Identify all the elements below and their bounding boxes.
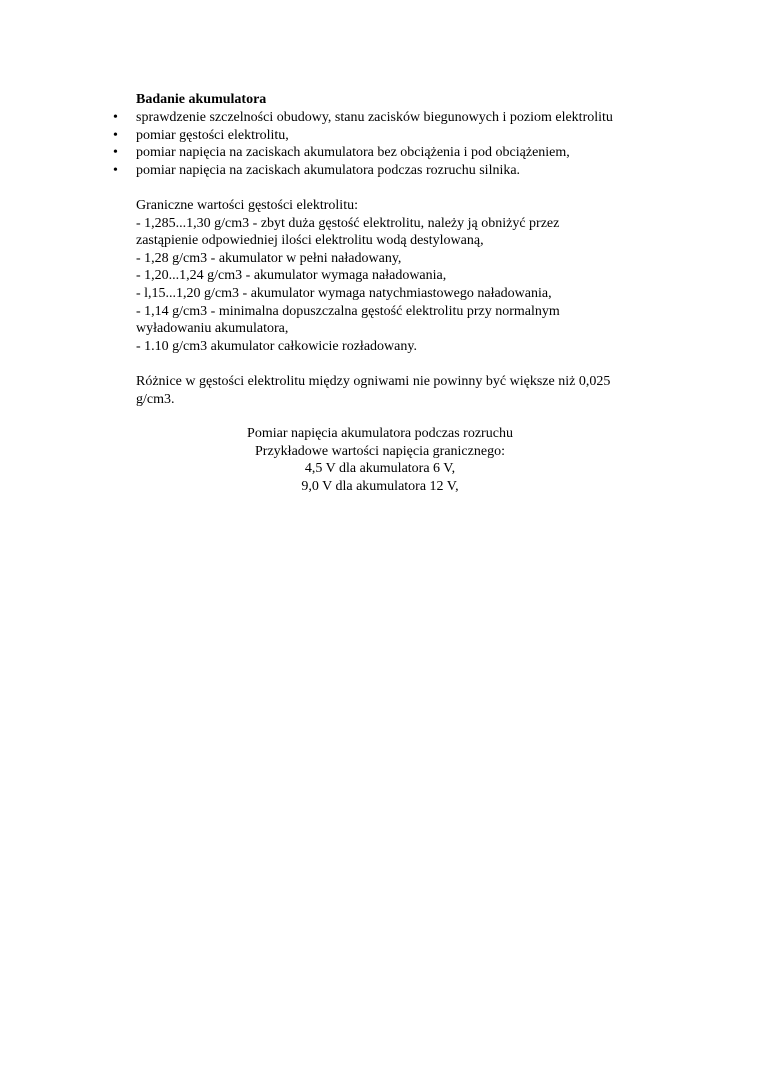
difference-paragraph xyxy=(136,373,676,408)
starting-line: Przykładowe wartości napięcia granicznego: xyxy=(255,443,505,459)
blank-line xyxy=(136,355,676,373)
starting-line: Pomiar napięcia akumulatora podczas rozruchu xyxy=(247,426,513,441)
list-item-text: pomiar gęstości elektrolitu, xyxy=(136,127,289,143)
density-line: - 1,28 g/cm3 - akumulator w pełni naładowany, xyxy=(136,250,402,266)
list-item-text: pomiar napięcia na zaciskach akumulatora bez obciążenia i pod obciążeniem, xyxy=(136,145,570,161)
bullet-icon: • xyxy=(113,127,118,143)
density-line: - 1,20...1,24 g/cm3 - akumulator wymaga naładowania, xyxy=(136,268,447,284)
starting-line: 9,0 V dla akumulatora 12 V, xyxy=(301,478,459,494)
density-line: wyładowaniu akumulatora, xyxy=(136,321,289,337)
bullet-icon: • xyxy=(113,145,118,161)
section-title: Badanie akumulatora xyxy=(136,92,267,107)
starting-voltage-section xyxy=(0,425,760,495)
difference-line: g/cm3. xyxy=(136,391,175,407)
density-line: zastąpienie odpowiedniej ilości elektrolitu wodą destylowaną, xyxy=(136,233,484,249)
density-line: - l,15...1,20 g/cm3 - akumulator wymaga natychmiastowego naładowania, xyxy=(136,285,552,301)
bullet-icon: • xyxy=(113,110,118,125)
document-body xyxy=(113,91,676,408)
list-item xyxy=(113,162,676,180)
density-section xyxy=(136,197,676,355)
difference-line: Różnice w gęstości elektrolitu między ogniwami nie powinny być większe niż 0,025 xyxy=(136,373,611,389)
density-line: - 1.10 g/cm3 akumulator całkowicie rozładowany. xyxy=(136,338,417,354)
bullet-icon: • xyxy=(113,162,118,178)
list-item xyxy=(113,144,676,162)
density-line: - 1,14 g/cm3 - minimalna dopuszczalna gęstość elektrolitu przy normalnym xyxy=(136,303,560,319)
list-item xyxy=(113,109,676,127)
list-item xyxy=(113,127,676,145)
blank-line xyxy=(136,179,676,197)
density-heading: Graniczne wartości gęstości elektrolitu: xyxy=(136,197,358,213)
starting-line: 4,5 V dla akumulatora 6 V, xyxy=(304,461,456,477)
list-item-text: sprawdzenie szczelności obudowy, stanu zacisków biegunowych i poziom elektrolitu xyxy=(136,110,613,125)
density-line: - 1,285...1,30 g/cm3 - zbyt duża gęstość elektrolitu, należy ją obniżyć przez xyxy=(136,215,560,231)
list-item-text: pomiar napięcia na zaciskach akumulatora podczas rozruchu silnika. xyxy=(136,162,521,178)
inspection-list xyxy=(113,109,676,179)
